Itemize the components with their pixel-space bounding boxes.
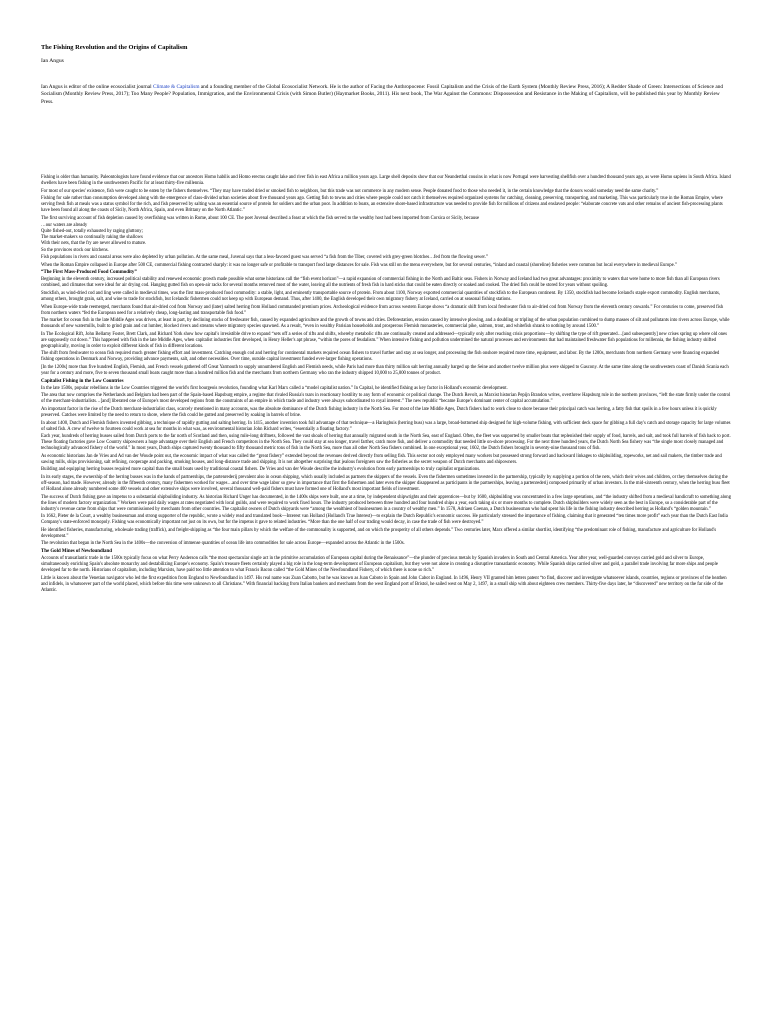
paragraph: As economic historians Jan de Vries and Ad van der Woude point out, the economic impact of what was called the “great fishery” extended beyond the revenues derived directly from selling fish. This sector not only employed many workers but possessed strong forward and backward linkages to shipbuilding, ropeworks, net and sail makers, the timber trade and sawing mills, ships provisioning, salt refining, cooperage and packing, smoking houses, and long-distance trade and shipping. It is not altogether surprising that jealous foreigners saw the fisheries as the secret weapon of Dutch merchants and shipowners. [41,453,722,465]
paragraph: The success of Dutch fishing gave an impetus to a substantial shipbuilding industry. As historian Richard Unger has documented, in the 1400s ships were built, one at a time, by independent shipwrights and their apprentices—but by 1600, shipbuilding was concentrated in a few large operations, and “the industry shifted from a medieval handicraft to something along the lines of modern factory organization.” Workers were paid daily wages at rates negotiated with local guilds, and were required to work fixed hours. The industry produced between three hundred and four hundred ships a year, each taking six or more months to complete. Dutch shipbuilders were widely seen as the best in Europe, so a considerable part of the industry's revenue came from ships that were commissioned by merchants from other countries. The capitalist owners of Dutch shipyards were “among the wealthiest of businessmen in a country of wealthy men.” In 1578, Adriaen Coenan, a Dutch businessman who had spent his life in the fishing industry described herring as Holland's “golden mountain.” [41,494,731,512]
paragraph: In The Ecological Rift, John Bellamy Foster, Brett Clark, and Richard York show how capital's irresistible drive to expand “sets off a series of rifts and shifts, whereby metabolic rifts are continually created and addressed—typically only after reaching crisis proportions—by shifting the type of rift generated…[and subsequently] new crises spring up where old ones are supposedly cut down.” This happened with fish in the late Middle Ages, when capitalist industries first developed, in Henry Heller's apt phrase, “within the pores of feudalism.” When intensive fishing and pollution undermined the natural processes and environments that had maintained freshwater fish populations for millennia, the fishing industry shifted geographically, moving in order to exploit different kinds of fish in different locations. [41,331,727,349]
poem-quote [41,223,731,253]
paragraph: Little is known about the Venetian navigator who led the first expedition from England to Newfoundland in 1497. His real name was Zuan Cabotto, but he was known as Juan Caboto in Spain and John Cabot in England. In 1496, Henry VII granted him letters patent “to find, discover and investigate whatsoever islands, countries, regions or provinces of the heathen and infidels, in whatsoever part of the world placed, which before this time were unknown to all Christians.” With financial backing from Italian bankers and merchants from the west England port of Bristol, he sailed west on May 2, 1497, in a small ship with about eighteen crew members. Thirty-five days later, he “discovered” new territory on the far side of the Atlantic. [41,575,727,593]
bio-text-end: and a founding member of the Global Ecosocialist Network. He is the author of Facing the Anthropocene: Fossil Capitalism and the Crisis of the Earth System (Monthly Review Press, 2016); A Redder Shade of Green: Intersections of Science and Socialism (Monthly Review Press, 2017); Too Many People? Population, Immigration, and the Environmental Crisis (with Simon Butler) (Haymarket Books, 2011). His next book, The War Against the Commons: Dispossession and Resistance in the Making of Capitalism, will be published this year by Monthly Review Press. [41,84,723,105]
poem-line: …our waters are already [41,223,88,229]
paragraph: In about 1400, Dutch and Flemish fishers invented gibbing, a technique of rapidly gutting and salting herring. In 1415, another invention took full advantage of that technique—a Haringbuis (herring buss) was a large, broad-bottomed ship designed for high-volume fishing, with sufficient deck space for gibbing a full day's catch and storage capacity for large volumes of salted fish. A crew of twelve to fourteen could work at sea for months in what was, as environmental historian John Richard writes, “essentially a floating factory.” [41,420,731,432]
paragraph: He identified fisheries, manufacturing, wholesale trading (traffick), and freight-shipping as “the four main pillars by which the welfare of the commonality is supported, and on which the prosperity of all others depends.” Two centuries later, Marx offered a similar shortlist, identifying “the predominant role of fishing, manufacture and agriculture for Holland's development.” [41,527,717,539]
paragraph: In its early stages, the ownership of the herring busses was in the hands of partnerships, the partenrederij prevalent also in ocean shipping, which usually included as partners the skippers of the vessels. Even the fishermen sometimes invested in the partnership, typically by supplying a portion of the nets, which their wives and children, or they themselves during the off-season, had made. However, already in the fifteenth century, many fishermen worked for wages…and over time wage labor so grew in importance that first the fishermen and later even the skipper disappeared as participants in the partnerships, leaving a partenrederij composed primarily of urban investors. In the mid-sixteenth century, when the herring buss fleet of Holland alone already numbered some 400 vessels and other extensive ships were involved, several thousand well-paid fishers must have formed one of Holland's most important fields of investment. [41,474,730,493]
section-heading: The Gold Mines of Newfoundland [41,548,112,554]
paragraph: Fish populations in rivers and coastal areas were also depleted by urban pollution. At the same meal, Juvenal says that a less-favored guest was served “a fish from the Tiber, covered with grey-green blotches…fed from the flowing sewer.” [41,255,488,261]
paragraph: Fishing is older than humanity. Paleontologists have found evidence that our ancestors Homo habilis and Homo erectus caught lake and river fish in east Africa a million years ago. Large shell deposits show that our Neanderthal cousins in what is now Portugal were harvesting shellfish over a hundred thousand years ago, as were Homo sapiens in South Africa. Island dwellers have been fishing in the southwestern Pacific for at least thirty-five millennia. [41,175,731,187]
poem-line: So the provinces stock our kitchens. [41,247,109,253]
paragraph: The area that now comprises the Netherlands and Belgium had been part of the Spain-based Hapsburg empire, a regime that rivaled Russia's tsars in reactionary hostility to any form of economic or political change. The Dutch Revolt, as Marxist historian Pepijn Brandon writes, overthrew Hapsburg rule in the northern provinces, “left the state firmly under the control of the merchant-industrialists…[and] liberated one of Europe's most developed regions from the constraints of an empire in which trade and industry were always subordinated to royal interest.” The new republic “became Europe's dominant center of capital accumulation.” [41,393,731,405]
paragraph: The revolution that began in the North Sea in the 1400s—the conversion of immense quantities of ocean life into commodities for sale across Europe—expanded across the Atlantic in the 1500s. [41,541,405,547]
paragraph: Fishing for sale rather than consumption developed along with the emergence of class-divided urban societies about five thousand years ago. Getting fish to towns and cities where people could not catch it themselves required organized systems for catching, cleaning, preserving, transporting, and marketing. This was particularly true in the Roman Empire, where serving fresh fish at meals was a status symbol for the rich, and fish preserved by salting was an essential source of protein for soldiers and the urban poor. In addition to boats, an extensive shore-based infrastructure was needed to provide fish for millions of citizens and enslaved people: “elaborate concrete vats and other remains of ancient fish-processing plants have been found all along the coasts of Sicily, North Africa, Spain, and even Brittany on the North Atlantic.” [41,196,723,214]
paragraph: An important factor in the rise of the Dutch merchant-industrialist class, scarcely mentioned in many accounts, was the absolute dominance of the Dutch fishing industry in the North Sea. For most of the late Middle Ages, Dutch fishers had to work close to shore because their principal catch was herring, a fatty fish that spoils in a few hours unless it is quickly preserved. Catches were limited by the need to return to shore, where the fish could be gutted and preserved by soaking in barrels of brine. [41,406,717,419]
paragraph: For most of our species' existence, fish were caught to be eaten by the fishers themselves. “They may have traded dried or smoked fish to neighbors, but this trade was not commerce in any modern sense. People donated food to those who needed it, in the certain knowledge that the donors would someday need the same charity.” [41,188,659,194]
paragraph: Each year, hundreds of herring busses sailed from Dutch ports to the far north of Scotland and then, using mile-long driftnets, followed the vast shoals of herring that annually migrated south in the North Sea, east of England. Often, the fleet was supported by smaller boats that replenished their supply of food, barrels, and salt, and took full barrels of fish back to port. These floating factories gave Low Country shipowners a huge advantage over their English and French competitors in the North Sea. They could stay at sea longer, travel farther, catch more fish, and deliver a commodity that needed little on-shore processing. For the next three hundred years, the Dutch North Sea fishery was “the single most closely managed and technologically advanced fishery of the world.” In most years, Dutch ships captured twenty thousand to fifty thousand metric tons of fish in the North Sea, more than all other North Sea fishers combined. In one exceptional year, 1602, the Dutch fishers brought in seventy-nine thousand tons of fish. [41,434,731,452]
article-author: Ian Angus [41,58,64,64]
poem-line: The market-makers so continually raking the shallows [41,235,143,241]
bio-text-start: Ian Angus is editor of the online ecosocialist journal [41,84,153,90]
paragraph: Beginning in the eleventh century, increased political stability and renewed economic growth made possible what some historians call the “fish event horizon”—a rapid expansion of commercial fishing in the North and Baltic seas. Fishers in Norway and Iceland had two great advantages: proximity to waters that were home to more fish than all European rivers combined, and climates that were ideal for air drying cod. Hanging gutted fish on open-air racks for several months removed most of the water, leaving all the nutrients of fresh fish in hard sticks that could be eaten directly or soaked and cooked. The dried fish could be stored for years without spoiling. [41,277,720,289]
author-bio [41,84,731,106]
paragraph: In 1662, Pieter de la Court, a wealthy businessman and strong supporter of the republic, wrote a widely read and translated book—Interest van Holland (Holland's True Interest)—to explain the Dutch Republic's economic success. He particularly stressed the importance of fishing, claiming that it generated “ten times more profit” each year than the Dutch East India Company's state-enforced monopoly. Fishing was economically important not just on its own, but for the impetus it gave to related industries. “More than the one half of our trading would decay, in case the trade of fish were destroyed.” [41,514,728,526]
article-body [41,175,731,595]
section-heading: Capitalist Fishing in the Low Countries [41,378,124,384]
poem-line: With their nets, that the fry are never allowed to mature. [41,241,147,247]
paragraph: In the late 1500s, popular rebellions in the Low Countries triggered the world's first bourgeois revolution, founding what Karl Marx called a “model capitalist nation.” In Capital, he identified fishing as key factor in Holland's economic development. [41,385,508,391]
paragraph: When the Roman Empire collapsed in Europe after 500 CE, commercial fishing contracted sharply: it was no longer safe or profitable to transport food large distances for sale. Fish was still on the menu everywhere, but for several centuries, “inland and coastal (shoreline) fisheries were common but local everywhere in medieval Europe.” [41,262,677,268]
section-heading: “The First Mass-Produced Food Commodity” [41,270,137,276]
paragraph: The market for ocean fish in the late Middle Ages was driven, at least in part, by declining stocks of freshwater fish, caused by expanded agriculture and the growth of towns and cities. Deforestation, erosion caused by intensive plowing, and a doubling or tripling of the urban population combined to dump masses of silt and pollutants into rivers across Europe, while thousands of new watermills, built to grind grain and cut lumber, blocked rivers and streams where migratory species spawned. As a result, “even in wealthy Parisian households and prosperous Flemish monasteries, commercial pike, salmon, trout, and whitefish shrank to nothing by around 1500.” [41,318,730,330]
article-title: The Fishing Revolution and the Origins of Capitalism [41,44,188,51]
paragraph: Accounts of transatlantic trade in the 1500s typically focus on what Perry Anderson calls “the most spectacular single act in the primitive accumulation of European capital during the Renaissance”—the plunder of precious metals by Spanish invaders in South and Central America. Year after year, well-guarded convoys carried gold and silver to Europe, simultaneously enriching Spain's absolute monarchy and destabilizing Europe's economy. Spain's treasure fleets certainly played a big role in the long-term development of European capitalism, but they were not alone in creating a disruptive transatlantic economy. While Spanish ships carried silver and gold, a parallel trade involving far more ships and people developed far to the north. Historians of capitalism, including Marxists, have paid too little attention to what Francis Bacon called “the Gold Mines of the Newfoundland Fishery, of which there is none so rich.” [41,556,718,574]
paragraph: The shift from freshwater to ocean fish required much greater fishing effort and investment. Catching enough cod and herring for continental markets required ocean fishers to travel further and stay at sea longer, and processing the fish onshore required more time, equipment, and labor. By the 1200s, merchants from northern Germany were financing expanded fishing operations in Denmark and Norway, providing advance payments, salt, and other necessities. Over time, outside capital investment funded ever-larger fishing operations. [41,351,720,363]
poem-line: Quite fished-out, totally exhausted by raging gluttony; [41,229,143,235]
climate-capitalism-link[interactable]: Climate & Capitalism [152,84,200,90]
paragraph: Stockfish, as wind-dried cod and ling were called in medieval times, was the first mass-produced food commodity: a stable, light, and eminently transportable source of protein. From about 1100, Norway exported commercial quantities of stockfish to the European continent. By 1350, stockfish had become Iceland's staple export commodity. English merchants, among others, brought grain, salt, and wine to trade for stockfish, but Icelandic fishermen could not keep up with European demand. Thus, after 1400, the English developed their own migratory fishery at Iceland, carried on at seasonal fishing stations. [41,290,720,303]
paragraph: Building and equipping herring busses required more capital than the small boats used by traditional coastal fishers. De Vries and van der Woude describe the industry's evolution from early partnerships to truly capitalist organizations. [41,467,481,473]
paragraph: [In the 1200s] more than five hundred English, Flemish, and French vessels gathered off Great Yarmouth to supply unnumbered English and Flemish needs, while Paris had more than thirty million salt herring annually barged up the Seine and another twelve million plus were shipped to Gascony. At the same time along the southwestern coast of Danish Scania each year for a century and more, five to seven thousand small boats caught more than a hundred million fish and the merchants from northern Germany who ran the industry shipped 10,000 to 25,000 tonnes of product. [41,365,729,377]
paragraph: The first surviving account of fish depletion caused by overfishing was written in Rome, about 100 CE. The poet Juvenal described a feast at which the fish served to the wealthy host had been imported from Corsica or Sicily, because [41,215,480,221]
paragraph: When Europe-wide trade reemerged, merchants found that air-dried cod from Norway and (later) salted herring from Holland commanded premium prices. Archeological evidence from across western Europe shows “a dramatic shift from local freshwater fish to air-dried cod from Norway from the eleventh century onwards.” For centuries to come, preserved fish from northern waters “fed the European need for a relatively cheap, long-lasting and transportable fish food.” [41,304,724,316]
